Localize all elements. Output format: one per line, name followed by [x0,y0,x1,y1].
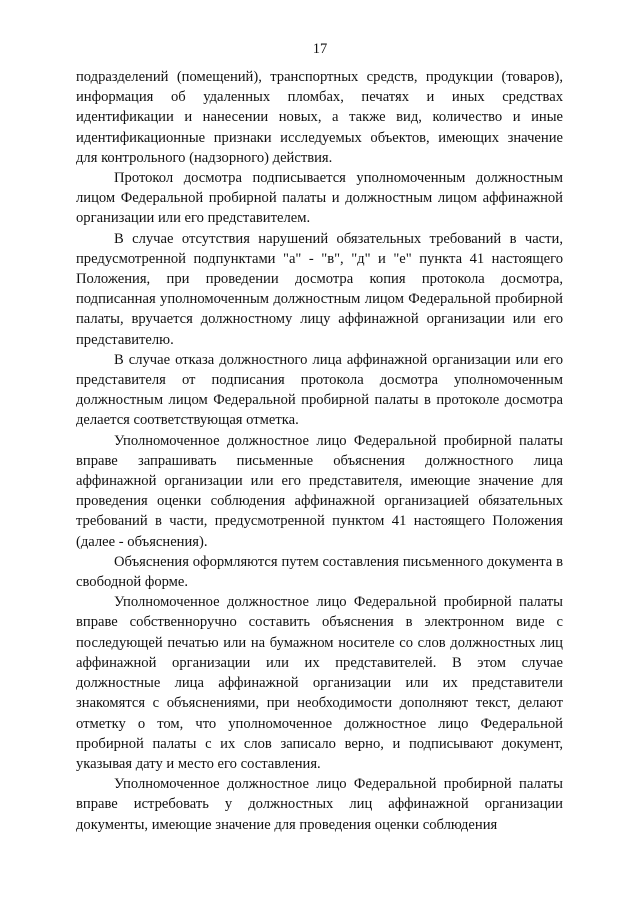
paragraph-refusal-to-sign: В случае отказа должностного лица аффинажной организации или его представителя от подписания протокола досмотра уполномоченным должностным лицом Федеральной пробирной палаты в протоколе досмотра делается соответствующая отметка. [76,351,563,429]
paragraph-no-violations: В случае отсутствия нарушений обязательных требований в части, предусмотренной подпунктами "а" - "в", "д" и "е" пункта 41 настоящего Положения, при проведении досмотра копия протокола досмотра, подписанная уполномоченным должностным лицом Федеральной пробирной палаты, вручается должностному лицу аффинажной организации или его представителю. [76,230,563,348]
page-number: 17 [312,41,328,57]
paragraph-compose-explanations: Уполномоченное должностное лицо Федеральной пробирной палаты вправе собственноручно составить объяснения в электронном виде с последующей печатью или на бумажном носителе со слов должностных лиц аффинажной организации или их представителей. В этом случае должностные лица аффинажной организации или их представители знакомятся с объяснениями, при необходимости дополняют текст, делают отметку о том, что уполномоченное должностное лицо Федеральной пробирной палаты с их слов записало верно, и подписывают документ, указывая дату и место его составления. [76,594,563,772]
paragraph-request-explanations: Уполномоченное должностное лицо Федеральной пробирной палаты вправе запрашивать письменные объяснения должностного лица аффинажной организации или его представителя, имеющие значение для проведения оценки соблюдения аффинажной организацией обязательных требований в части, предусмотренной пунктом 41 настоящего Положения (далее - объяснения). [76,432,563,550]
paragraph-request-documents: Уполномоченное должностное лицо Федеральной пробирной палаты вправе истребовать у должностных лиц аффинажной организации документы, имеющие значение для проведения оценки соблюдения [76,776,563,833]
document-body [76,67,563,835]
paragraph-continuation: подразделений (помещений), транспортных средств, продукции (товаров), информация об удаленных пломбах, печатях и иных средствах идентификации и нанесении новых, а также вид, количество и иные идентификационные признаки исследуемых объектов, имеющих значение для контрольного (надзорного) действия. [76,69,563,166]
paragraph-protocol-signing: Протокол досмотра подписывается уполномоченным должностным лицом Федеральной пробирной палаты и должностным лицом аффинажной организации или его представителем. [76,170,563,227]
paragraph-explanations-form: Объяснения оформляются путем составления письменного документа в свободной форме. [76,553,563,591]
